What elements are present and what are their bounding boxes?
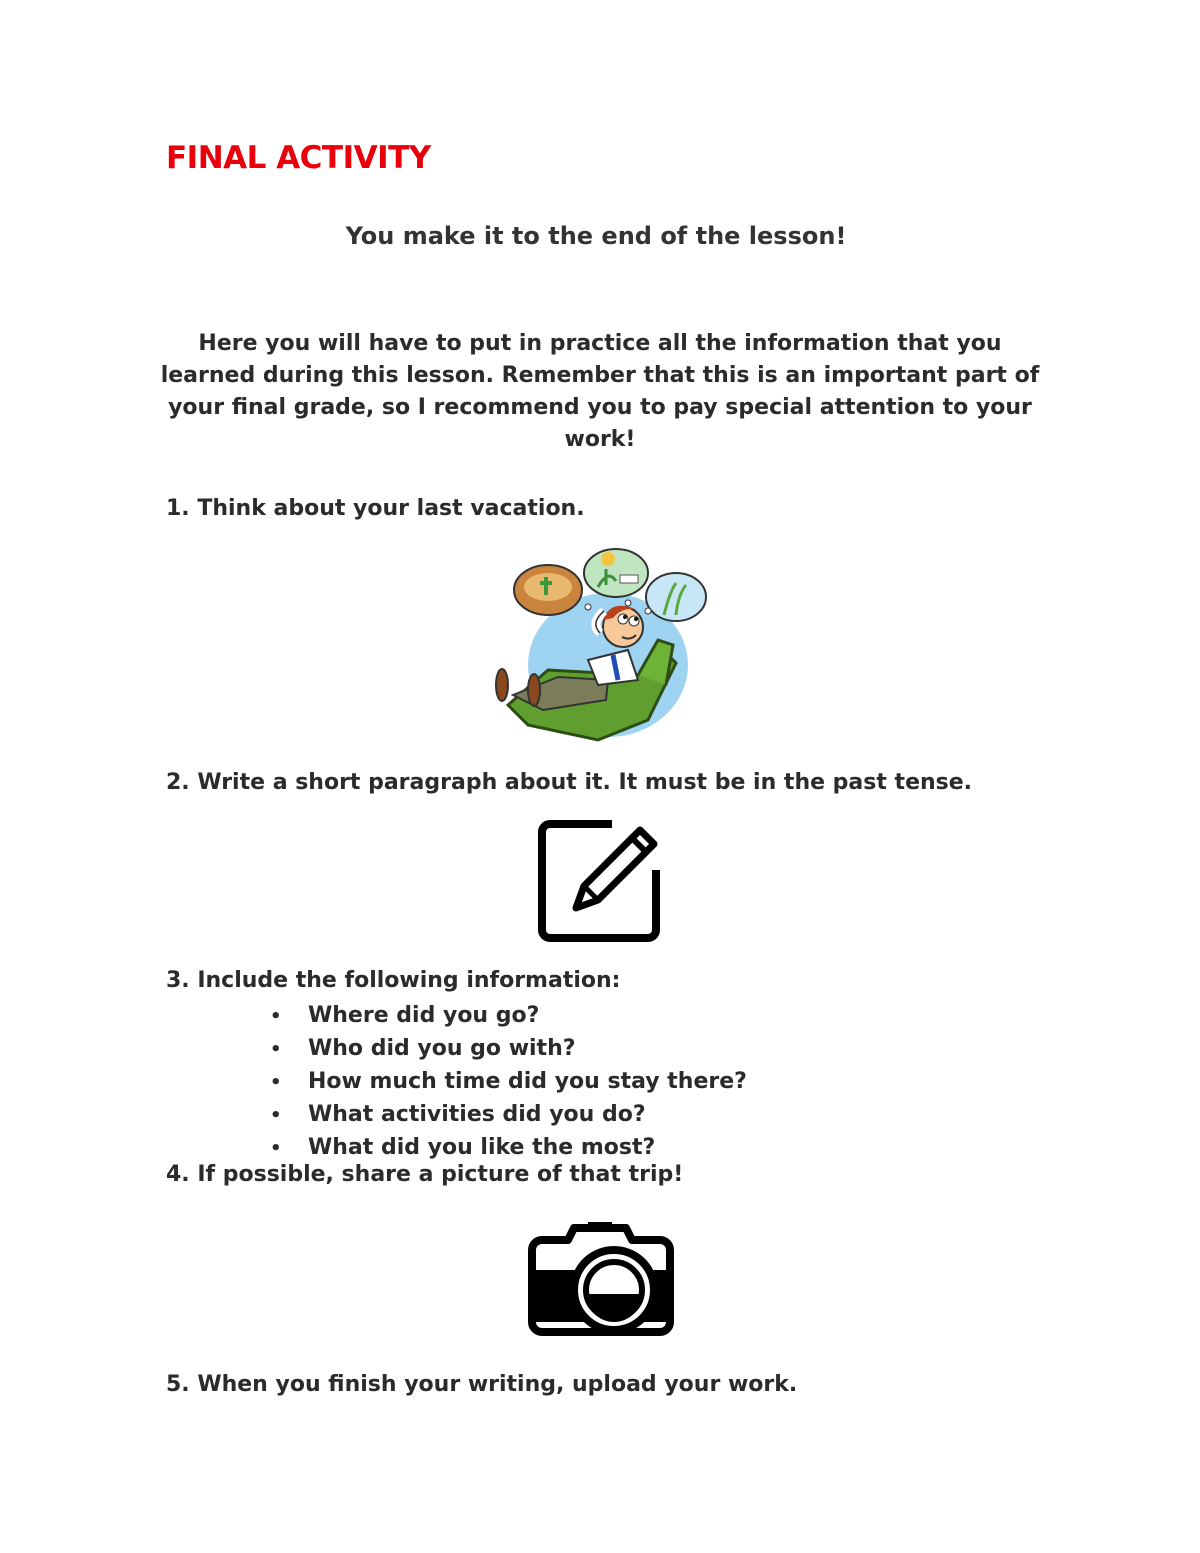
- intro-paragraph: Here you will have to put in practice all the information that you learned during this lesson. Remember that this is an important part of your final grade, so I recommend you to pay special attention to your work!: [160, 331, 1040, 452]
- question-list: [270, 1000, 747, 1165]
- camera-icon: [528, 1218, 674, 1338]
- list-item: [270, 1033, 747, 1066]
- question-text: Where did you go?: [308, 1003, 540, 1028]
- bullet-icon: •: [270, 1006, 282, 1027]
- bullet-icon: •: [270, 1138, 282, 1159]
- step-2: 2. Write a short paragraph about it. It must be in the past tense.: [166, 770, 973, 795]
- step-1: 1. Think about your last vacation.: [166, 496, 585, 521]
- bullet-icon: •: [270, 1105, 282, 1126]
- bullet-icon: •: [270, 1072, 282, 1093]
- page-subtitle: You make it to the end of the lesson!: [345, 222, 847, 250]
- list-item: [270, 1066, 747, 1099]
- list-item: [270, 1000, 747, 1033]
- page-title: FINAL ACTIVITY: [166, 140, 431, 176]
- question-text: What did you like the most?: [308, 1135, 656, 1160]
- step-5: 5. When you finish your writing, upload your work.: [166, 1372, 798, 1397]
- question-text: How much time did you stay there?: [308, 1069, 747, 1094]
- list-item: [270, 1132, 747, 1165]
- step-4: 4. If possible, share a picture of that trip!: [166, 1162, 684, 1187]
- question-text: What activities did you do?: [308, 1102, 646, 1127]
- question-text: Who did you go with?: [308, 1036, 576, 1061]
- daydreaming-vacation-illustration: [488, 545, 718, 745]
- edit-pencil-icon: [536, 818, 662, 944]
- step-3: 3. Include the following information:: [166, 968, 621, 993]
- list-item: [270, 1099, 747, 1132]
- bullet-icon: •: [270, 1039, 282, 1060]
